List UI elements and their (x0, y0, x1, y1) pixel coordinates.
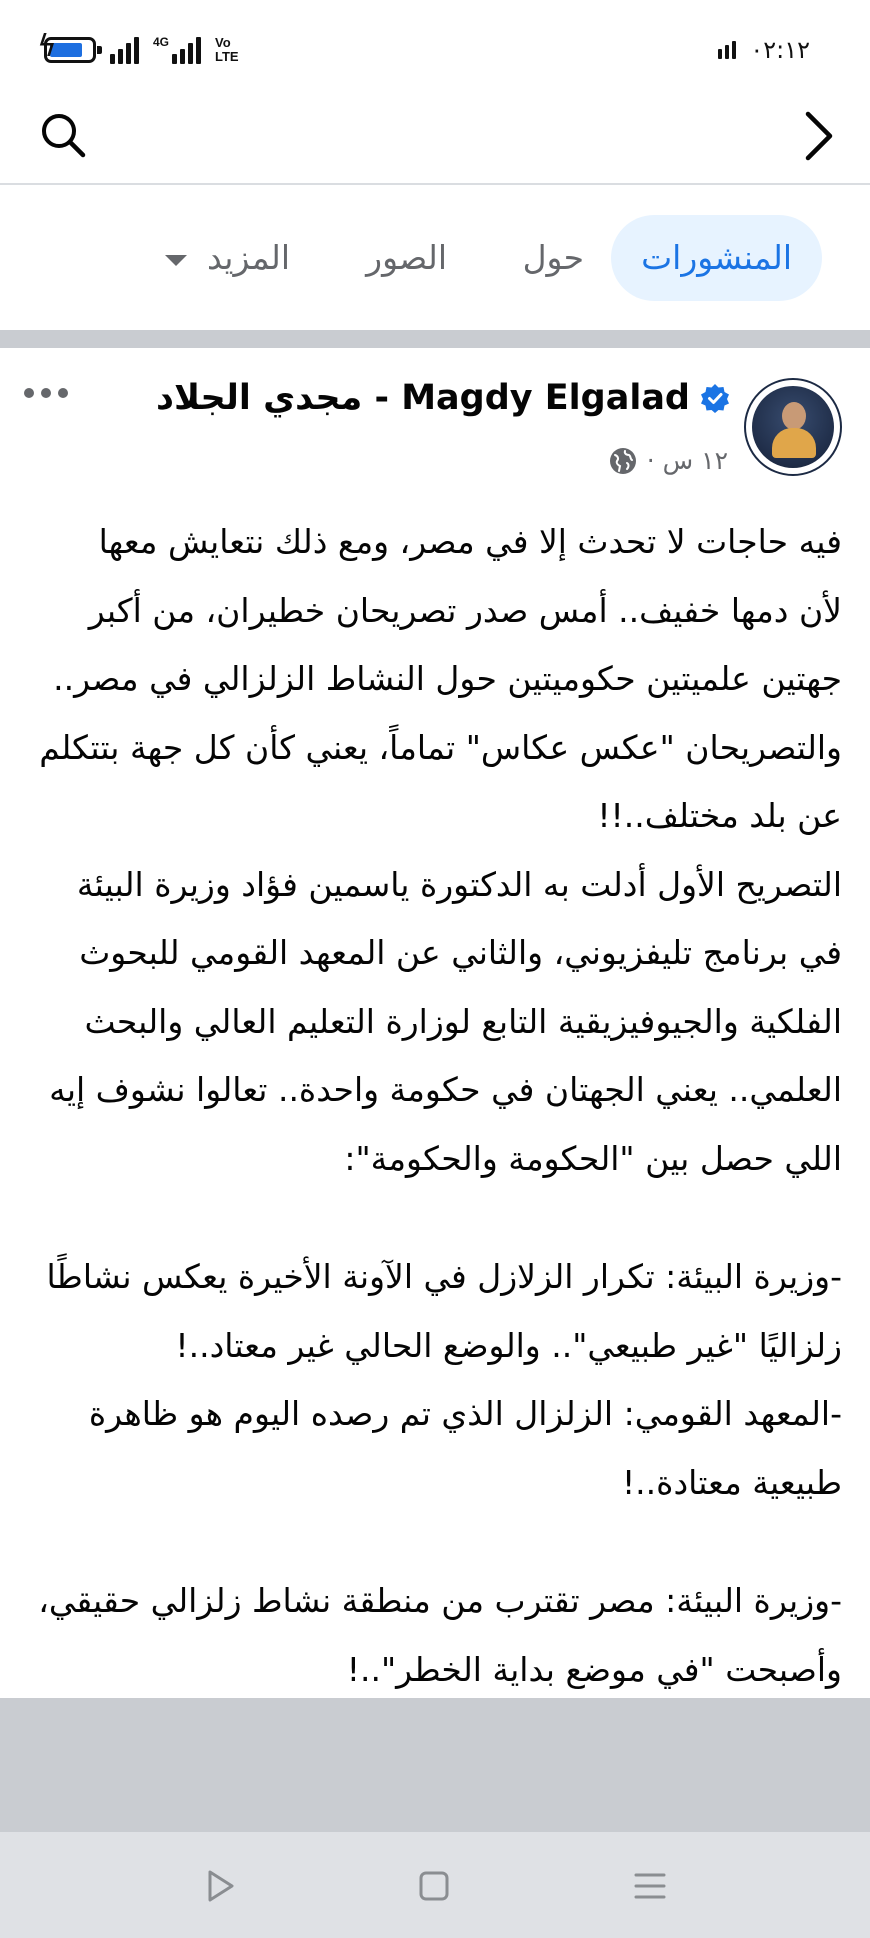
post-line: عن بلد مختلف..!! (597, 796, 842, 835)
tab-about[interactable]: حول (522, 238, 584, 277)
tab-photos[interactable]: الصور (366, 238, 447, 277)
chevron-right-icon[interactable] (794, 108, 844, 164)
post-line: جهتين علميتين حكوميتين حول النشاط الزلزالي في مصر.. (53, 659, 842, 698)
network-signal (153, 36, 201, 64)
post-header (0, 348, 870, 498)
post-line: لأن دمها خفيف.. أمس صدر تصريحان خطيران، من أكبر (88, 590, 842, 630)
avatar[interactable] (744, 378, 842, 476)
bottom-shade (0, 1698, 870, 1832)
volte-icon (215, 36, 239, 64)
post-line: التصريح الأول أدلت به الدكتورة ياسمين فؤاد وزيرة البيئة (76, 864, 842, 904)
verified-badge-icon (700, 383, 730, 413)
system-nav-bar (0, 1832, 870, 1938)
post-line: -وزيرة البيئة: مصر تقترب من منطقة نشاط زلزالي حقيقي، (38, 1581, 842, 1620)
section-separator (0, 330, 870, 348)
tab-more-label: المزيد (206, 238, 290, 277)
post-time[interactable]: ١٢ س · (646, 446, 728, 475)
tab-posts[interactable]: المنشورات (611, 215, 822, 301)
post-line: في برنامج تليفزيوني، والثاني عن المعهد القومي للبحوث (79, 933, 842, 972)
post-line: وأصبحت "في موضع بداية الخطر"..! (346, 1649, 842, 1689)
nav-home-icon[interactable] (414, 1866, 454, 1906)
status-icons (37, 29, 239, 70)
post-line: العلمي.. يعني الجهتان في حكومة واحدة.. تعالوا نشوف إيه (49, 1070, 842, 1109)
status-bar (0, 0, 870, 100)
post-line (36, 1193, 842, 1243)
app-header (0, 100, 870, 185)
profile-tabs (0, 185, 870, 330)
post-line: طبيعية معتادة..! (621, 1462, 842, 1502)
nav-menu-icon[interactable] (630, 1866, 670, 1906)
caret-down-icon (165, 255, 187, 266)
post-line: والتصريحان "عكس عكاس" تماماً، يعني كأن كل جهة بتتكلم (39, 727, 842, 767)
tab-more[interactable] (165, 215, 290, 301)
post-line: اللي حصل بين "الحكومة والحكومة": (344, 1138, 842, 1178)
author-row[interactable] (156, 378, 730, 418)
nav-recents-icon[interactable] (200, 1866, 240, 1906)
small-signal-icon (718, 41, 736, 59)
search-icon[interactable] (38, 110, 88, 160)
post-meta (609, 446, 728, 475)
post-line: زلزاليًا "غير طبيعي".. والوضع الحالي غير معتاد..! (175, 1325, 842, 1365)
post-line (36, 1517, 842, 1567)
status-right (718, 30, 810, 70)
globe-icon (609, 447, 637, 475)
network-type-label: 4G (153, 35, 170, 49)
post-line: -المعهد القومي: الزلزال الذي تم رصده اليوم هو ظاهرة (88, 1394, 842, 1433)
signal-icon (110, 36, 139, 64)
battery-icon: ϟ (44, 37, 96, 63)
author-name: Magdy Elgalad - مجدي الجلاد (156, 378, 690, 418)
signal-icon-2 (172, 36, 201, 64)
post-text (36, 508, 842, 1698)
volte-label-top: Vo (215, 35, 231, 50)
clock: ٠٢:١٢ (750, 36, 810, 64)
more-dots-icon[interactable] (24, 388, 68, 398)
volte-label-bottom: LTE (215, 49, 239, 64)
post-line: فيه حاجات لا تحدث إلا في مصر، ومع ذلك نتعايش معها (98, 522, 842, 561)
post-line: -وزيرة البيئة: تكرار الزلازل في الآونة الأخيرة يعكس نشاطًا (46, 1257, 842, 1296)
post-line: الفلكية والجيوفيزيقية التابع لوزارة التعليم العالي والبحث (84, 1001, 842, 1041)
